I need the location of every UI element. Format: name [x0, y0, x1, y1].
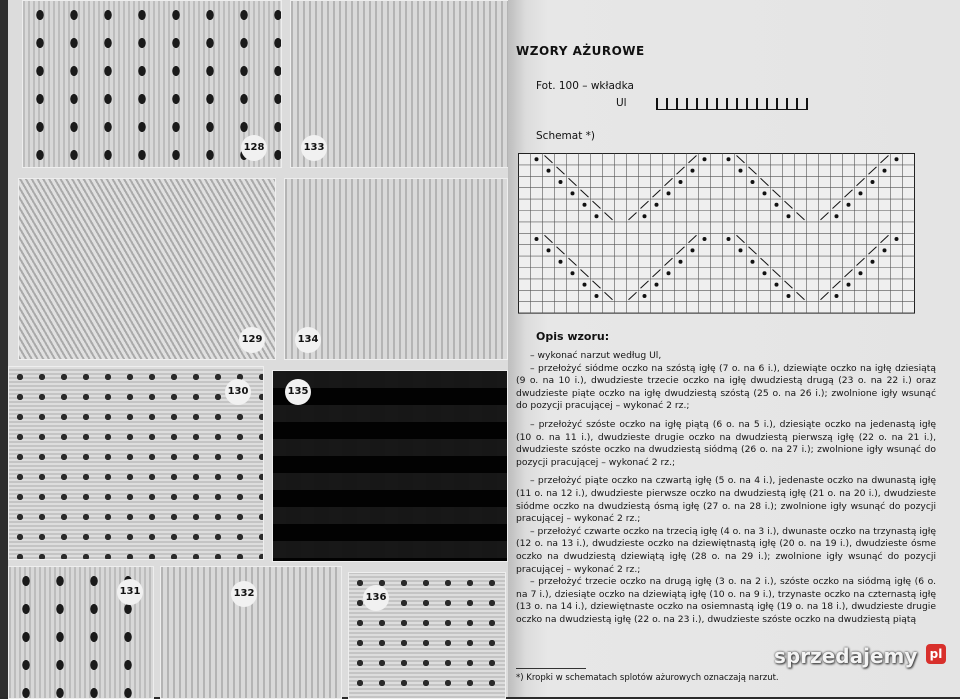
instruction-paragraph: – wykonać narzut według Ul, [530, 350, 662, 361]
yarn-over-dot [703, 157, 707, 161]
yarn-over-dot [859, 271, 863, 275]
watermark-logo [774, 636, 950, 682]
stitch-chart-grid [518, 153, 916, 317]
needle-tick [746, 98, 748, 109]
photo-number: 128 [241, 135, 267, 161]
needle-tick [736, 98, 738, 109]
photo-reference: Fot. 100 – wkładka [536, 80, 634, 92]
yarn-over-dot [775, 283, 779, 287]
knit-photo-130 [8, 366, 264, 560]
yarn-over-dot [571, 271, 575, 275]
yarn-over-dot [727, 157, 731, 161]
needle-tick [716, 98, 718, 109]
yarn-over-dot [871, 180, 875, 184]
photo-number: 134 [295, 327, 321, 353]
yarn-over-dot [895, 237, 899, 241]
yarn-over-dot [787, 214, 791, 218]
yarn-over-dot [643, 214, 647, 218]
yarn-over-dot [739, 169, 743, 173]
yarn-over-dot [703, 237, 707, 241]
yarn-over-dot [895, 157, 899, 161]
pattern-description [516, 350, 936, 626]
yarn-over-dot [571, 191, 575, 195]
needle-tick [766, 98, 768, 109]
yarn-over-dot [535, 237, 539, 241]
yarn-over-dot [847, 203, 851, 207]
needle-tick [806, 98, 808, 109]
yarn-over-dot [739, 248, 743, 252]
instruction-paragraph: – przełożyć szóste oczko na igłę piątą (6 o. na 5 i.), dziesiąte oczko na jedenastą igłę (10 o. na 11 i.), dwudzieste drugie oczko na dwudziestą pierwszą igłę (22 o. na 21 i.), dwudzieste szóste oczko na dwudziestą siódmą (26 o. na 27 i.); zwolnione igły wsunąć do pozycji pracującej – wykonać 2 rz.; [516, 418, 936, 468]
yarn-over-dot [595, 294, 599, 298]
needle-tick [686, 98, 688, 109]
schema-label: Schemat *) [536, 130, 596, 142]
yarn-over-dot [883, 248, 887, 252]
yarn-over-dot [775, 203, 779, 207]
needle-tick [656, 98, 658, 109]
watermark-text: sprzedajemy [774, 644, 918, 668]
needle-bar-diagram [656, 97, 808, 110]
yarn-over-dot [583, 203, 587, 207]
yarn-over-dot [883, 169, 887, 173]
needle-tick [676, 98, 678, 109]
knit-photo-136 [348, 572, 506, 699]
needle-tick [666, 98, 668, 109]
yarn-over-dot [559, 260, 563, 264]
knit-photo-131 [8, 566, 154, 699]
needle-tick [726, 98, 728, 109]
instruction-paragraph: – przełożyć siódme oczko na szóstą igłę (7 o. na 6 i.), dziewiąte oczko na igłę dziesiątą (9 o. na 10 i.), dwudzieste trzecie oczko na igłę dwudziestą drugą (23 o. na 22 i.) oraz dwudzieste piąte oczko na igłę dwudziestą szóstą (25 o. na 26 i.); zwolnione igły wsunąć do pozycji pracującej – wykonać 2 rz.; [516, 362, 936, 412]
footnote: *) Kropki w schematach splotów ażurowych oznaczają narzut. [516, 673, 779, 683]
photo-number: 136 [363, 585, 389, 611]
instruction-paragraph: – przełożyć trzecie oczko na drugą igłę (3 o. na 2 i.), szóste oczko na siódmą igłę (6 o. na 7 i.), dziesiąte oczko na dziewiątą igłę (10 o. na 9 i.), trzynaste oczko na czternastą igłę (13 o. na 14 i.), dziewiętnaste oczko na osiemnastą igłę (19 o. na 18 i.), dwudzieste drugie oczko na dwudziestą igłę (22 o. na 23 i.), dwudzieste szóste oczko na dwudziestą piątą [516, 576, 936, 625]
knit-photo-128 [22, 0, 282, 168]
footnote-divider [516, 668, 586, 669]
yarn-over-dot [679, 260, 683, 264]
needle-tick [696, 98, 698, 109]
photo-number: 132 [231, 581, 257, 607]
yarn-over-dot [859, 191, 863, 195]
yarn-over-dot [751, 180, 755, 184]
knit-photo-134 [284, 178, 508, 360]
needle-tick [756, 98, 758, 109]
knit-photo-135 [272, 370, 508, 562]
yarn-over-dot [679, 180, 683, 184]
yarn-over-dot [727, 237, 731, 241]
photo-number: 135 [285, 379, 311, 405]
instruction-paragraph: – przełożyć czwarte oczko na trzecią igłę (4 o. na 3 i.), dwunaste oczko na trzynastą igłę (12 o. na 13 i.), dwudzieste oczko na dziewiętnastą igłę (20 o. na 19 i.), dwudzieste ósme oczko na dwudziestą dziewiątą igłę (28 o. na 29 i.); zwolnione igły wsunąć do pozycji pracującej – wykonać 2 rz.; [516, 525, 936, 575]
yarn-over-dot [655, 283, 659, 287]
photo-number: 129 [239, 327, 265, 353]
instruction-paragraph: – przełożyć piąte oczko na czwartą igłę (5 o. na 4 i.), jedenaste oczko na dwunastą igłę (11 o. na 12 i.), dwudzieste pierwsze oczko na dwudziestą igłę (21 o. na 20 i.), dwudzieste siódme oczko na dwudziestą ósmą igłę (27 o. na 28 i.); zwolnione igły wsunąć do pozycji pracującej – wykonać 2 rz.; [516, 475, 936, 525]
photo-number: 133 [301, 135, 327, 161]
yarn-over-dot [547, 169, 551, 173]
knit-photo-133 [290, 0, 510, 168]
left-page-photos [8, 0, 508, 697]
yarn-over-dot [763, 191, 767, 195]
pattern-description-title: Opis wzoru: [536, 330, 610, 343]
yarn-over-dot [583, 283, 587, 287]
photo-number: 131 [117, 579, 143, 605]
yarn-over-dot [691, 248, 695, 252]
yarn-over-dot [871, 260, 875, 264]
yarn-over-dot [547, 248, 551, 252]
yarn-over-dot [667, 271, 671, 275]
yarn-over-dot [655, 203, 659, 207]
watermark-badge: pl [926, 644, 946, 664]
yarn-over-dot [595, 214, 599, 218]
knit-photo-129 [18, 178, 276, 360]
knit-photo-132 [160, 566, 342, 699]
needle-tick [706, 98, 708, 109]
ul-label: Ul [616, 97, 627, 109]
needle-tick [776, 98, 778, 109]
needle-tick [796, 98, 798, 109]
yarn-over-dot [847, 283, 851, 287]
yarn-over-dot [691, 169, 695, 173]
yarn-over-dot [787, 294, 791, 298]
yarn-over-dot [535, 157, 539, 161]
yarn-over-dot [835, 214, 839, 218]
yarn-over-dot [667, 191, 671, 195]
yarn-over-dot [559, 180, 563, 184]
yarn-over-dot [751, 260, 755, 264]
photo-number: 130 [225, 379, 251, 405]
needle-tick [786, 98, 788, 109]
yarn-over-dot [835, 294, 839, 298]
page-heading: WZORY AŻUROWE [516, 44, 645, 58]
yarn-over-dot [643, 294, 647, 298]
yarn-over-dot [763, 271, 767, 275]
